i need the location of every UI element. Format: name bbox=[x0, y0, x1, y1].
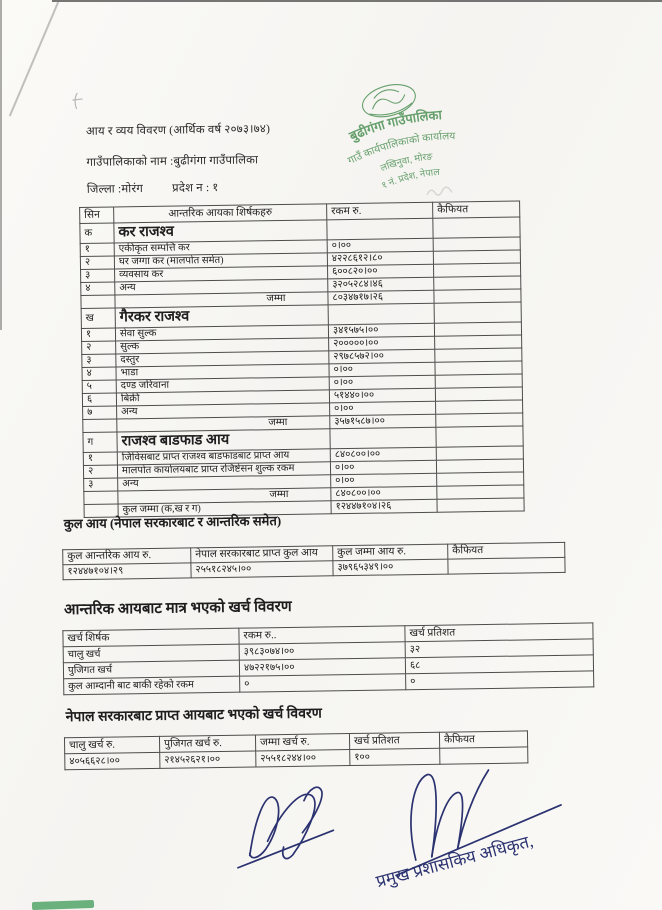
row-percent: ० bbox=[406, 671, 594, 690]
total-income-value: ३७९६५३४९।०० bbox=[333, 559, 448, 576]
row-sn: २ bbox=[80, 256, 114, 270]
row-amount: ८४०८००।०० bbox=[330, 447, 436, 462]
govt-income-value: २५५१८२४५।०० bbox=[191, 561, 333, 578]
row-sn: २ bbox=[82, 341, 116, 355]
row-amount: ०।०० bbox=[330, 460, 436, 475]
row-amount: ०।०० bbox=[329, 375, 435, 390]
row-label: भाडा bbox=[116, 364, 329, 380]
capital-expense-value: २१४५२६२१।०० bbox=[160, 751, 256, 768]
col-header: खर्च प्रतिशत bbox=[349, 732, 439, 749]
row-label: अन्य bbox=[118, 475, 331, 491]
province-label: प्रदेश न : १ bbox=[172, 181, 219, 195]
smudge-artifact bbox=[425, 184, 455, 198]
signature-title-text: प्रमुख प्रशासकिय अधिकृत, bbox=[374, 831, 536, 892]
row-amount: ०।०० bbox=[329, 362, 435, 377]
section-title: कर राजश्व bbox=[114, 220, 327, 243]
current-expense-value: ४०५६६२८।०० bbox=[65, 752, 160, 769]
internal-income-table bbox=[79, 200, 525, 518]
row-label: पुजिगत खर्च bbox=[63, 660, 239, 679]
row-sn bbox=[84, 491, 118, 505]
col-header-title: आन्तरिक आयका शिर्षकहरु bbox=[114, 204, 327, 223]
remarks-value bbox=[440, 747, 528, 764]
stamp-municipality-name: बुढीगंगा गाउँपालिका bbox=[346, 107, 443, 144]
grand-total-amount: १२४४७१०४।२६ bbox=[331, 499, 437, 514]
section-title: गैरकर राजश्व bbox=[115, 305, 328, 328]
row-label: घर जग्गा कर (मालपोत समेत) bbox=[114, 253, 327, 269]
row-label: अन्य bbox=[115, 279, 328, 295]
total-income-title: कुल आय (नेपाल सरकारबाट र आन्तरिक समेत) bbox=[63, 513, 282, 532]
document-title: आय र व्यय विवरण (आर्थिक वर्ष २०७३।७४) bbox=[85, 123, 271, 138]
municipality-name-line: गाउँपालिकाको नाम :बुढीगंगा गाउँपालिका bbox=[86, 154, 259, 169]
empty-cell bbox=[330, 427, 436, 449]
row-sn bbox=[83, 419, 117, 433]
row-amount: ३४१५७५।०० bbox=[328, 323, 434, 338]
grand-total-label: कुल जम्मा (क,ख र ग) bbox=[118, 501, 331, 517]
empty-cell bbox=[327, 218, 433, 240]
row-remarks bbox=[435, 374, 522, 388]
row-remarks bbox=[434, 276, 521, 290]
row-percent: ६८ bbox=[405, 655, 593, 674]
row-label: सुल्क bbox=[116, 338, 329, 354]
row-label: कुल आम्दानी बाट बाकी रहेको रकम bbox=[64, 676, 240, 695]
row-amount: २०००००।०० bbox=[329, 336, 435, 351]
row-remarks bbox=[435, 348, 522, 362]
col-header: पुजिगत खर्च रु. bbox=[159, 735, 255, 752]
row-remarks bbox=[436, 413, 523, 427]
row-label: व्यवसाय कर bbox=[115, 266, 328, 282]
row-amount: ३२०५२८४।४६ bbox=[328, 277, 434, 292]
internal-income-value: १२४४७१०४।२९ bbox=[63, 563, 191, 580]
row-remarks bbox=[433, 250, 520, 264]
total-income-table bbox=[62, 542, 565, 580]
row-amount: ६००८२०।०० bbox=[328, 264, 434, 279]
row-amount: ४७२२१७५।०० bbox=[239, 658, 405, 676]
row-remarks bbox=[434, 289, 521, 303]
row-sn: ३ bbox=[81, 269, 115, 283]
internal-expense-title: आन्तरिक आयबाट मात्र भएको खर्च विवरण bbox=[63, 598, 292, 619]
row-amount: ५१४४०।०० bbox=[329, 388, 435, 403]
pencil-mark-artifact bbox=[70, 92, 84, 110]
row-remarks bbox=[433, 237, 520, 251]
col-header-sn: सिन bbox=[80, 207, 114, 224]
row-remarks bbox=[437, 485, 524, 499]
row-remarks bbox=[436, 446, 523, 460]
col-header: रकम रु.. bbox=[239, 626, 405, 644]
col-header: नेपाल सरकारबाट प्राप्त कुल आय bbox=[191, 546, 333, 563]
internal-expense-table bbox=[62, 622, 594, 695]
row-sn: २ bbox=[83, 465, 117, 479]
row-sn: ६ bbox=[82, 393, 116, 407]
row-remarks bbox=[433, 263, 520, 277]
row-percent: ३२ bbox=[405, 639, 593, 658]
total-expense-value: २५५१८२४४।०० bbox=[256, 750, 350, 767]
total-amount: ३५७१५८७।०० bbox=[330, 414, 436, 429]
stamp-place-name: लखिनुवा, मोरङ bbox=[379, 152, 434, 175]
col-header: कुल आन्तरिक आय रु. bbox=[63, 548, 191, 565]
row-remarks bbox=[435, 361, 522, 375]
stamp-province-name: १ नं. प्रदेश, नेपाल bbox=[380, 167, 441, 192]
total-label: जम्मा bbox=[115, 292, 328, 308]
empty-cell bbox=[433, 217, 520, 238]
col-header-amount: रकम रु. bbox=[327, 202, 433, 220]
section-letter: क bbox=[80, 223, 114, 244]
row-amount: ३९८३०७४।०० bbox=[239, 642, 405, 660]
col-header: कैफियत bbox=[439, 731, 527, 748]
row-label: एकीकृत सम्पत्ति कर bbox=[114, 240, 327, 256]
row-label: दण्ड जरिवाना bbox=[116, 377, 329, 393]
row-sn: ५ bbox=[82, 380, 116, 394]
col-header: जम्मा खर्च रु. bbox=[255, 734, 349, 751]
empty-cell bbox=[328, 303, 434, 325]
signature-left bbox=[237, 787, 334, 868]
row-sn: ३ bbox=[82, 354, 116, 368]
row-amount: ०।०० bbox=[330, 401, 436, 416]
section-title: राजश्व बाडफाड आय bbox=[117, 429, 330, 452]
col-header: खर्च शिर्षक bbox=[63, 628, 239, 647]
row-sn: १ bbox=[80, 243, 114, 257]
row-remarks bbox=[437, 498, 524, 512]
expense-percent-value: १०० bbox=[350, 748, 440, 765]
govt-expense-title: नेपाल सरकारबाट प्राप्त आयबाट भएको खर्च विवरण bbox=[65, 706, 322, 726]
row-remarks bbox=[435, 387, 522, 401]
row-remarks bbox=[434, 322, 521, 336]
col-header: खर्च प्रतिशत bbox=[405, 623, 593, 642]
total-amount: ८४०८००।०० bbox=[331, 486, 437, 501]
row-sn: ४ bbox=[81, 282, 115, 296]
row-label: सेवा सुल्क bbox=[115, 325, 328, 341]
district-province-line bbox=[87, 180, 219, 197]
col-header: चालु खर्च रु. bbox=[64, 736, 159, 753]
total-amount: ८०३४७१७।२६ bbox=[328, 290, 434, 305]
row-amount: २९७८५७२।०० bbox=[329, 349, 435, 364]
row-sn: १ bbox=[81, 328, 115, 342]
row-sn bbox=[81, 295, 115, 309]
row-label: चालु खर्च bbox=[63, 644, 239, 663]
row-sn: ४ bbox=[82, 367, 116, 381]
section-letter: ग bbox=[83, 432, 117, 453]
row-label: बिक्री bbox=[116, 390, 329, 406]
empty-cell bbox=[434, 302, 521, 323]
district-label: जिल्ला :मोरंग bbox=[86, 183, 144, 196]
signature-block bbox=[208, 761, 662, 908]
section-letter: ख bbox=[81, 308, 115, 329]
stamp-office-name: गाउँ कार्यपालिकाको कार्यालय bbox=[346, 131, 456, 168]
col-header-remarks: कैफियत bbox=[433, 201, 520, 218]
total-label: जम्मा bbox=[117, 416, 330, 432]
row-label: दस्तुर bbox=[116, 351, 329, 367]
row-label: जिविसबाट प्राप्त राजश्व बाडफाडबाट प्राप्त आय bbox=[117, 449, 330, 465]
total-label: जम्मा bbox=[118, 488, 331, 504]
row-amount: ०।०० bbox=[331, 473, 437, 488]
row-label: मालपोत कार्यालयबाट प्राप्त रजिष्टेसन शुल्क रकम bbox=[117, 462, 330, 478]
row-sn: ३ bbox=[84, 478, 118, 492]
row-sn: १ bbox=[83, 452, 117, 466]
row-remarks bbox=[436, 459, 523, 473]
col-header: कैफियत bbox=[448, 542, 565, 559]
row-label: अन्य bbox=[117, 403, 330, 419]
row-amount: ० bbox=[240, 674, 406, 692]
row-amount: ०।०० bbox=[327, 238, 433, 253]
row-remarks bbox=[437, 472, 524, 486]
empty-cell bbox=[436, 426, 523, 447]
col-header: कुल जम्मा आय रु. bbox=[333, 544, 448, 561]
row-remarks bbox=[436, 400, 523, 414]
row-amount: ४२२८६१२।८० bbox=[327, 251, 433, 266]
row-remarks bbox=[435, 335, 522, 349]
row-sn: ७ bbox=[83, 406, 117, 420]
remarks-value bbox=[448, 557, 565, 574]
